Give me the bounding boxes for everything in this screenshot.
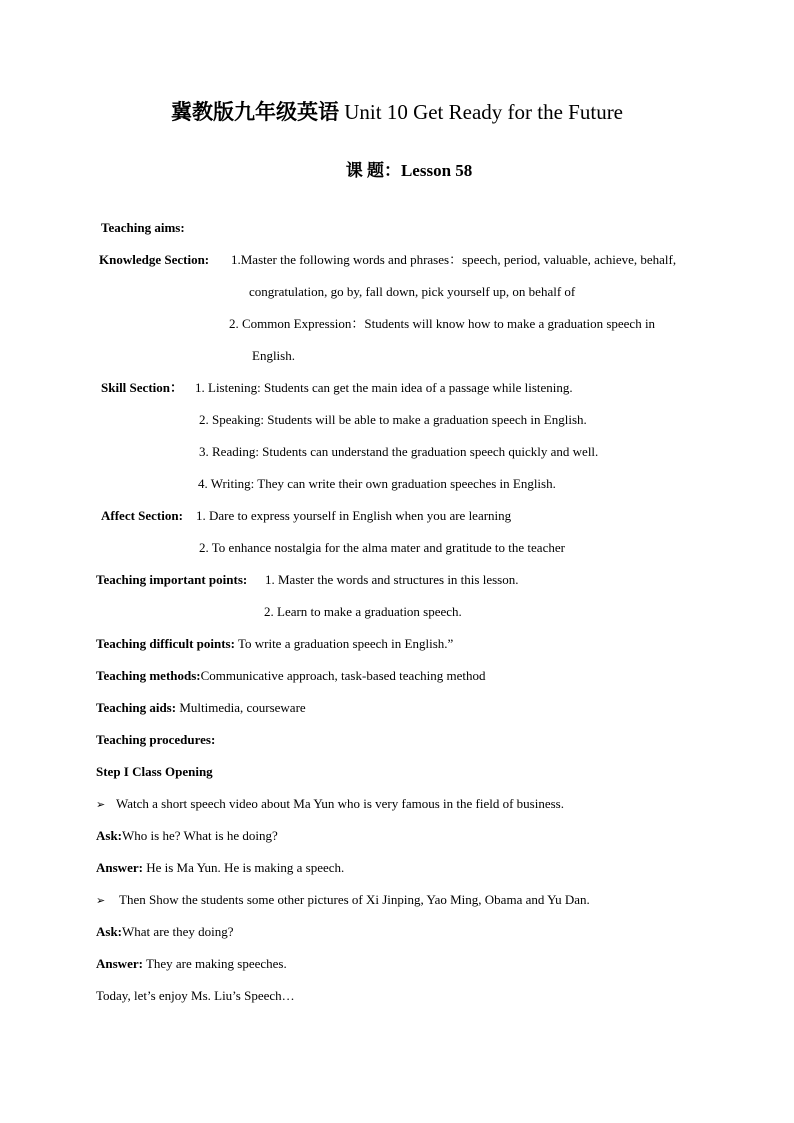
ask-row-1: [96, 828, 278, 844]
ask-text-1: Who is he? What is he doing?: [122, 828, 278, 843]
teaching-methods-row: [96, 668, 485, 684]
important-points-label: Teaching important points:: [96, 572, 248, 587]
skill-line-3: 3. Reading: Students can understand the graduation speech quickly and well.: [199, 444, 599, 459]
skill-section-label: Skill Section：: [101, 380, 183, 395]
title-chinese: 冀教版九年级英语: [170, 100, 339, 124]
ask-label-2: Ask:: [96, 924, 123, 939]
difficult-points-text: To write a graduation speech in English.”: [234, 636, 454, 651]
knowledge-line-4: English.: [252, 348, 295, 363]
ask-row-2: [96, 924, 234, 940]
skill-line-2: 2. Speaking: Students will be able to make a graduation speech in English.: [199, 412, 587, 427]
step-1-heading: Step I Class Opening: [96, 764, 213, 779]
bullet-item-2: [96, 892, 590, 909]
answer-row-1: [96, 860, 344, 876]
title-english: Unit 10 Get Ready for the Future: [338, 100, 624, 124]
knowledge-line-2: congratulation, go by, fall down, pick yourself up, on behalf of: [249, 284, 576, 299]
bullet-item-1-text: Watch a short speech video about Ma Yun who is very famous in the field of business.: [116, 796, 564, 811]
answer-row-2: [96, 956, 287, 972]
difficult-points-label: Teaching difficult points:: [96, 636, 235, 651]
important-points-line-2: 2. Learn to make a graduation speech.: [264, 604, 462, 619]
knowledge-section-label: Knowledge Section:: [99, 252, 210, 267]
answer-text-1: He is Ma Yun. He is making a speech.: [142, 860, 345, 875]
lesson-subtitle: 课 题：Lesson 58: [345, 161, 473, 180]
teaching-methods-label: Teaching methods:: [96, 668, 201, 683]
teaching-aids-label: Teaching aids:: [96, 700, 177, 715]
bullet-item-1: [96, 796, 564, 813]
knowledge-line-3: 2. Common Expression：Students will know how to make a graduation speech in: [229, 316, 656, 331]
teaching-aids-text: Multimedia, courseware: [176, 700, 306, 715]
closing-line: Today, let’s enjoy Ms. Liu’s Speech…: [96, 988, 295, 1003]
affect-line-1: 1. Dare to express yourself in English when you are learning: [196, 508, 512, 523]
teaching-aids-row: [96, 700, 306, 716]
arrow-bullet-icon: ➢: [96, 799, 106, 811]
skill-line-1: 1. Listening: Students can get the main idea of a passage while listening.: [195, 380, 573, 395]
ask-label-1: Ask:: [96, 828, 123, 843]
teaching-procedures-heading: Teaching procedures:: [96, 732, 216, 747]
affect-section-label: Affect Section:: [101, 508, 183, 523]
affect-line-2: 2. To enhance nostalgia for the alma mater and gratitude to the teacher: [199, 540, 565, 555]
important-points-line-1: 1. Master the words and structures in this lesson.: [265, 572, 519, 587]
bullet-item-2-text: Then Show the students some other pictures of Xi Jinping, Yao Ming, Obama and Yu Dan.: [116, 892, 590, 907]
arrow-bullet-icon: ➢: [96, 895, 106, 907]
document-title: [0, 99, 794, 125]
answer-label-1: Answer:: [96, 860, 143, 875]
answer-text-2: They are making speeches.: [142, 956, 287, 971]
teaching-methods-text: Communicative approach, task-based teaching method: [200, 668, 486, 683]
ask-text-2: What are they doing?: [122, 924, 234, 939]
skill-line-4: 4. Writing: They can write their own graduation speeches in English.: [198, 476, 556, 491]
difficult-points-row: [96, 636, 453, 652]
answer-label-2: Answer:: [96, 956, 143, 971]
knowledge-line-1: 1.Master the following words and phrases：speech, period, valuable, achieve, behalf,: [231, 252, 677, 267]
teaching-aims-heading: Teaching aims:: [101, 220, 185, 235]
